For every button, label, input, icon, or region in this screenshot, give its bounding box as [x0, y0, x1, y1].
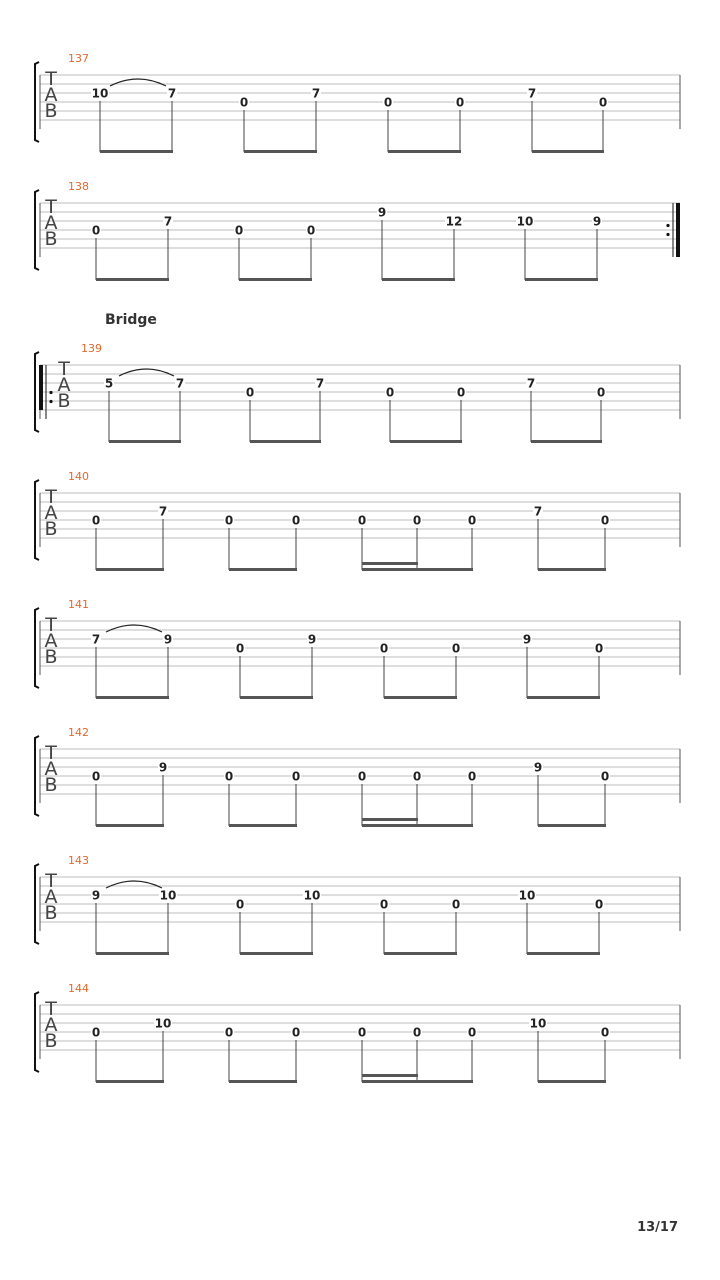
- tie-slur: [119, 369, 174, 376]
- beam: [538, 568, 606, 571]
- beam: [240, 952, 313, 955]
- tab-clef-letter: B: [44, 774, 58, 796]
- fret-number: 0: [235, 897, 245, 912]
- fret-number: 0: [224, 1025, 234, 1040]
- fret-number: 5: [104, 376, 114, 391]
- fret-number: 0: [600, 769, 610, 784]
- fret-number: 0: [600, 1025, 610, 1040]
- tab-clef-letter: T: [45, 742, 57, 764]
- beam: [390, 440, 462, 443]
- beam: [362, 568, 473, 571]
- beam: [240, 696, 313, 699]
- beam: [538, 1080, 606, 1083]
- fret-number: 0: [235, 641, 245, 656]
- beam: [250, 440, 321, 443]
- beam: [362, 1080, 473, 1083]
- tab-clef-letter: T: [45, 998, 57, 1020]
- repeat-dot: [49, 400, 52, 403]
- beam: [525, 278, 598, 281]
- fret-number: 7: [175, 376, 185, 391]
- fret-number: 9: [158, 760, 168, 775]
- fret-number: 0: [306, 223, 316, 238]
- fret-number: 10: [516, 214, 534, 229]
- tab-clef-letter: A: [44, 758, 58, 780]
- beam: [96, 278, 169, 281]
- beam: [362, 824, 473, 827]
- measure-number: 142: [68, 726, 89, 739]
- fret-number: 12: [445, 214, 463, 229]
- fret-number: 9: [163, 632, 173, 647]
- fret-number: 0: [357, 769, 367, 784]
- beam: [100, 150, 173, 153]
- fret-number: 0: [412, 769, 422, 784]
- tab-clef-letter: A: [57, 374, 71, 396]
- fret-number: 0: [456, 385, 466, 400]
- fret-number: 0: [467, 513, 477, 528]
- beam: [239, 278, 312, 281]
- tab-clef-letter: B: [44, 100, 58, 122]
- repeat-dot: [666, 224, 669, 227]
- tab-clef-letter: T: [45, 870, 57, 892]
- system-bracket: [35, 992, 39, 1072]
- tab-system-142: [35, 726, 680, 827]
- fret-number: 0: [455, 95, 465, 110]
- repeat-dot: [49, 391, 52, 394]
- tab-clef-letter: B: [57, 390, 71, 412]
- tab-clef-letter: A: [44, 84, 58, 106]
- fret-number: 7: [315, 376, 325, 391]
- tab-clef-letter: B: [44, 1030, 58, 1052]
- tab-system-140: [35, 470, 680, 571]
- fret-number: 0: [234, 223, 244, 238]
- fret-number: 7: [158, 504, 168, 519]
- end-repeat-bar: [676, 203, 680, 257]
- tab-clef-letter: T: [58, 358, 70, 380]
- beam: [96, 952, 169, 955]
- tab-clef-letter: B: [44, 646, 58, 668]
- measure-number: 140: [68, 470, 89, 483]
- beam: [229, 1080, 297, 1083]
- fret-number: 0: [239, 95, 249, 110]
- tab-system-139: [35, 312, 680, 443]
- fret-number: 0: [379, 641, 389, 656]
- beam: [532, 150, 604, 153]
- page-number: 13/17: [637, 1220, 678, 1235]
- fret-number: 9: [307, 632, 317, 647]
- tab-system-141: [35, 598, 680, 699]
- tie-slur: [106, 625, 162, 632]
- fret-number: 0: [451, 897, 461, 912]
- fret-number: 7: [311, 86, 321, 101]
- fret-number: 7: [91, 632, 101, 647]
- fret-number: 0: [383, 95, 393, 110]
- fret-number: 0: [598, 95, 608, 110]
- fret-number: 0: [291, 513, 301, 528]
- fret-number: 0: [594, 641, 604, 656]
- tab-clef-letter: T: [45, 486, 57, 508]
- tab-system-143: [35, 854, 680, 955]
- tab-clef-letter: A: [44, 212, 58, 234]
- sixteenth-beam: [362, 562, 418, 565]
- beam: [96, 696, 169, 699]
- fret-number: 0: [594, 897, 604, 912]
- fret-number: 0: [291, 1025, 301, 1040]
- beam: [527, 696, 600, 699]
- system-bracket: [35, 352, 39, 432]
- beam: [531, 440, 602, 443]
- beam: [229, 568, 297, 571]
- beam: [388, 150, 461, 153]
- beam: [382, 278, 455, 281]
- measure-number: 138: [68, 180, 89, 193]
- fret-number: 9: [522, 632, 532, 647]
- fret-number: 0: [600, 513, 610, 528]
- fret-number: 0: [91, 769, 101, 784]
- fret-number: 0: [357, 513, 367, 528]
- fret-number: 7: [526, 376, 536, 391]
- sixteenth-beam: [362, 1074, 418, 1077]
- section-label: Bridge: [105, 312, 157, 328]
- fret-number: 0: [91, 1025, 101, 1040]
- measure-number: 141: [68, 598, 89, 611]
- repeat-dot: [666, 233, 669, 236]
- fret-number: 7: [163, 214, 173, 229]
- tab-clef-letter: B: [44, 518, 58, 540]
- beam: [96, 824, 164, 827]
- system-bracket: [35, 62, 39, 142]
- beam: [538, 824, 606, 827]
- fret-number: 9: [91, 888, 101, 903]
- fret-number: 9: [592, 214, 602, 229]
- fret-number: 0: [596, 385, 606, 400]
- tab-clef-letter: B: [44, 902, 58, 924]
- tie-slur: [110, 79, 166, 86]
- system-bracket: [35, 480, 39, 560]
- fret-number: 10: [159, 888, 177, 903]
- fret-number: 0: [451, 641, 461, 656]
- beam: [229, 824, 297, 827]
- fret-number: 10: [154, 1016, 172, 1031]
- tab-system-137: [35, 52, 680, 153]
- fret-number: 0: [291, 769, 301, 784]
- system-bracket: [35, 864, 39, 944]
- tab-clef-letter: B: [44, 228, 58, 250]
- fret-number: 7: [167, 86, 177, 101]
- measure-number: 143: [68, 854, 89, 867]
- measure-number: 139: [81, 342, 102, 355]
- beam: [244, 150, 317, 153]
- fret-number: 0: [412, 1025, 422, 1040]
- fret-number: 0: [467, 769, 477, 784]
- tab-clef-letter: A: [44, 1014, 58, 1036]
- tie-slur: [106, 881, 162, 888]
- fret-number: 10: [518, 888, 536, 903]
- beam: [384, 952, 457, 955]
- fret-number: 0: [91, 513, 101, 528]
- fret-number: 0: [91, 223, 101, 238]
- system-bracket: [35, 736, 39, 816]
- beam: [109, 440, 181, 443]
- tab-clef-letter: A: [44, 502, 58, 524]
- tab-clef-letter: A: [44, 630, 58, 652]
- fret-number: 7: [527, 86, 537, 101]
- tab-clef-letter: T: [45, 68, 57, 90]
- beam: [527, 952, 600, 955]
- fret-number: 9: [377, 205, 387, 220]
- measure-number: 144: [68, 982, 89, 995]
- fret-number: 0: [385, 385, 395, 400]
- fret-number: 7: [533, 504, 543, 519]
- fret-number: 0: [245, 385, 255, 400]
- fret-number: 9: [533, 760, 543, 775]
- fret-number: 10: [303, 888, 321, 903]
- system-bracket: [35, 190, 39, 270]
- system-bracket: [35, 608, 39, 688]
- tab-clef-letter: A: [44, 886, 58, 908]
- tab-clef-letter: T: [45, 614, 57, 636]
- start-repeat-bar: [39, 365, 43, 410]
- tab-system-144: [35, 982, 680, 1083]
- fret-number: 0: [224, 769, 234, 784]
- fret-number: 10: [529, 1016, 547, 1031]
- fret-number: 0: [467, 1025, 477, 1040]
- fret-number: 0: [224, 513, 234, 528]
- tab-clef-letter: T: [45, 196, 57, 218]
- tab-system-138: [35, 180, 680, 281]
- fret-number: 10: [91, 86, 109, 101]
- measure-number: 137: [68, 52, 89, 65]
- fret-number: 0: [379, 897, 389, 912]
- beam: [96, 568, 164, 571]
- fret-number: 0: [412, 513, 422, 528]
- sixteenth-beam: [362, 818, 418, 821]
- beam: [384, 696, 457, 699]
- fret-number: 0: [357, 1025, 367, 1040]
- beam: [96, 1080, 164, 1083]
